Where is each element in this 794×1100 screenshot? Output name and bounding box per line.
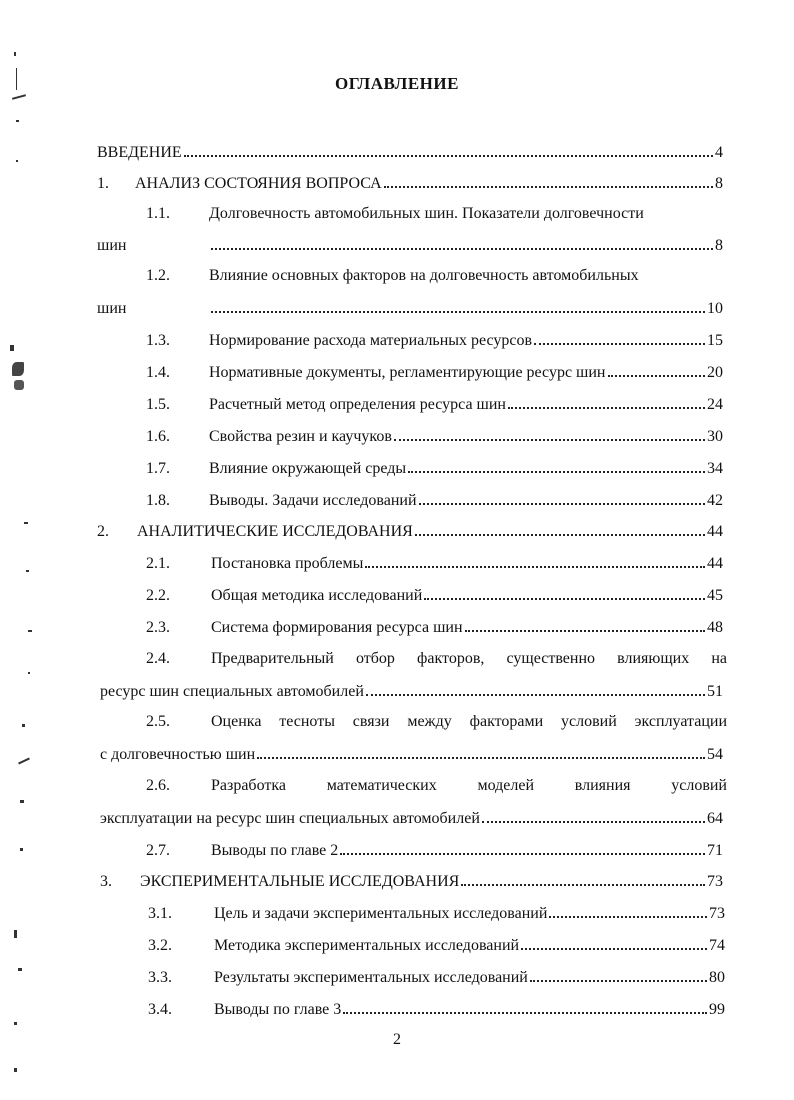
- toc-entry-page: 8: [715, 237, 723, 254]
- dot-leader: [211, 235, 713, 250]
- toc-entry-2-4-continued[interactable]: [100, 681, 723, 701]
- toc-entry-number: 3.4.: [148, 1001, 172, 1018]
- toc-entry-2-5-continued[interactable]: [100, 744, 723, 764]
- dot-leader: [461, 871, 705, 886]
- toc-entry-page: 30: [707, 428, 723, 445]
- toc-entry-text: Результаты экспериментальных исследований: [214, 969, 528, 986]
- toc-entry-intro[interactable]: [97, 142, 723, 162]
- toc-entry-text: Выводы. Задачи исследований: [209, 492, 417, 509]
- dot-leader: [384, 173, 713, 188]
- toc-entry-2-7[interactable]: [146, 840, 723, 860]
- toc-entry-page: 42: [707, 492, 723, 509]
- toc-entry-2-5[interactable]: [146, 712, 727, 732]
- toc-entry-page: 51: [707, 683, 723, 700]
- toc-entry-text: Постановка проблемы: [211, 555, 364, 572]
- dot-leader: [257, 744, 705, 759]
- toc-entry-text: ресурс шин специальных автомобилей: [100, 683, 364, 700]
- toc-entry-chapter-2[interactable]: [97, 521, 723, 541]
- toc-entry-page: 73: [709, 905, 725, 922]
- toc-entry-text: Расчетный метод определения ресурса шин: [209, 396, 506, 413]
- toc-entry-number: 3.3.: [148, 969, 172, 986]
- toc-entry-text: Влияние окружающей среды: [209, 460, 407, 477]
- dot-leader: [534, 330, 705, 345]
- toc-entry-page: 80: [709, 969, 725, 986]
- toc-entry-page: 4: [715, 144, 723, 161]
- toc-entry-number: 1.2.: [146, 267, 170, 284]
- dot-leader: [608, 362, 706, 377]
- toc-entry-3-3[interactable]: [148, 967, 725, 987]
- dot-leader: [211, 298, 705, 313]
- toc-entry-number: 1.7.: [146, 460, 170, 477]
- toc-entry-2-6[interactable]: [146, 776, 727, 796]
- toc-entry-1-7[interactable]: [146, 458, 723, 478]
- toc-entry-2-2[interactable]: [146, 585, 723, 605]
- toc-entry-page: 10: [707, 300, 723, 317]
- dot-leader: [343, 999, 707, 1014]
- toc-entry-2-6-continued[interactable]: [100, 808, 723, 828]
- dot-leader: [419, 490, 705, 505]
- toc-entry-number: 3.: [100, 873, 112, 890]
- dot-leader: [365, 553, 705, 568]
- dot-leader: [482, 808, 705, 823]
- dot-leader: [366, 681, 705, 696]
- toc-entry-number: 1.: [97, 175, 109, 192]
- toc-entry-text: Методика экспериментальных исследований: [214, 937, 520, 954]
- toc-entry-text: ЭКСПЕРИМЕНТАЛЬНЫЕ ИССЛЕДОВАНИЯ: [140, 873, 460, 890]
- toc-entry-number: 2.3.: [146, 619, 170, 636]
- dot-leader: [521, 935, 707, 950]
- dot-leader: [340, 840, 705, 855]
- toc-entry-2-1[interactable]: [146, 553, 723, 573]
- toc-entry-text: Общая методика исследований: [211, 587, 423, 604]
- dot-leader: [465, 617, 705, 632]
- toc-entry-number: 3.2.: [148, 937, 172, 954]
- page-number: 2: [393, 1031, 401, 1048]
- toc-entry-number: 1.1.: [146, 205, 170, 222]
- toc-entry-text: Выводы по главе 3: [214, 1001, 342, 1018]
- toc-entry-page: 64: [707, 810, 723, 827]
- document-title: ОГЛАВЛЕНИЕ: [335, 74, 459, 93]
- toc-entry-text: эксплуатации на ресурс шин специальных автомобилей: [100, 810, 480, 827]
- toc-entry-1-8[interactable]: [146, 490, 723, 510]
- dot-leader: [424, 585, 705, 600]
- toc-entry-page: 8: [715, 175, 723, 192]
- toc-entry-page: 74: [709, 937, 725, 954]
- toc-entry-1-3[interactable]: [146, 330, 723, 350]
- toc-entry-text: шин: [97, 237, 127, 254]
- toc-entry-text: Предварительный отбор факторов, существенно влияющих на: [211, 650, 727, 667]
- toc-entry-text: Цель и задачи экспериментальных исследований: [214, 905, 548, 922]
- toc-entry-page: 54: [707, 746, 723, 763]
- toc-entry-text: Нормирование расхода материальных ресурсов: [209, 332, 533, 349]
- toc-entry-page: 24: [707, 396, 723, 413]
- toc-entry-number: 2.5.: [146, 713, 170, 730]
- toc-entry-number: 2.1.: [146, 555, 170, 572]
- toc-entry-page: 48: [707, 619, 723, 636]
- toc-entry-text: ВВЕДЕНИЕ: [97, 144, 182, 161]
- toc-entry-text: Влияние основных факторов на долговечность автомобильных: [209, 267, 639, 284]
- toc-entry-page: 45: [707, 587, 723, 604]
- dot-leader: [415, 521, 705, 536]
- toc-entry-number: 3.1.: [148, 905, 172, 922]
- toc-entry-3-4[interactable]: [148, 999, 725, 1019]
- toc-entry-text: Система формирования ресурса шин: [211, 619, 463, 636]
- toc-entry-1-2-continued[interactable]: [97, 298, 723, 318]
- toc-entry-page: 20: [707, 364, 723, 381]
- toc-entry-page: 34: [707, 460, 723, 477]
- toc-entry-page: 71: [707, 842, 723, 859]
- toc-entry-2-3[interactable]: [146, 617, 723, 637]
- toc-entry-text: Оценка тесноты связи между факторами условий эксплуатации: [211, 713, 727, 730]
- toc-entry-3-2[interactable]: [148, 935, 725, 955]
- dot-leader: [408, 458, 705, 473]
- toc-entry-number: 2.4.: [146, 650, 170, 667]
- toc-entry-text: Свойства резин и каучуков: [209, 428, 392, 445]
- toc-entry-text: Разработка математических моделей влияния условий: [211, 777, 727, 794]
- toc-entry-text: АНАЛИЗ СОСТОЯНИЯ ВОПРОСА: [135, 175, 382, 192]
- toc-entry-text: с долговечностью шин: [100, 746, 256, 763]
- toc-entry-text: Выводы по главе 2: [211, 842, 339, 859]
- toc-entry-1-6[interactable]: [146, 426, 723, 446]
- toc-entry-1-4[interactable]: [146, 362, 723, 382]
- dot-leader: [530, 967, 707, 982]
- toc-entry-page: 15: [707, 332, 723, 349]
- toc-entry-1-5[interactable]: [146, 394, 723, 414]
- toc-entry-number: 1.8.: [146, 492, 170, 509]
- toc-entry-text: Нормативные документы, регламентирующие ресурс шин: [209, 364, 606, 381]
- toc-entry-number: 2.: [97, 523, 109, 540]
- toc-entry-text: Долговечность автомобильных шин. Показатели долговечности: [209, 205, 644, 222]
- dot-leader: [549, 903, 707, 918]
- toc-entry-page: 73: [707, 873, 723, 890]
- toc-entry-number: 1.5.: [146, 396, 170, 413]
- toc-entry-number: 2.7.: [146, 842, 170, 859]
- toc-entry-2-4[interactable]: [146, 649, 727, 669]
- toc-entry-3-1[interactable]: [148, 903, 725, 923]
- toc-entry-page: 99: [709, 1001, 725, 1018]
- dot-leader: [508, 394, 705, 409]
- toc-entry-1-2[interactable]: [146, 266, 723, 286]
- toc-entry-number: 1.4.: [146, 364, 170, 381]
- toc-entry-page: 44: [707, 555, 723, 572]
- dot-leader: [184, 142, 713, 157]
- toc-entry-number: 2.6.: [146, 777, 170, 794]
- dot-leader: [394, 426, 705, 441]
- toc-entry-text: АНАЛИТИЧЕСКИЕ ИССЛЕДОВАНИЯ: [137, 523, 413, 540]
- toc-entry-number: 1.6.: [146, 428, 170, 445]
- toc-entry-number: 2.2.: [146, 587, 170, 604]
- toc-entry-text: шин: [97, 300, 127, 317]
- toc-entry-page: 44: [707, 523, 723, 540]
- toc-entry-chapter-3[interactable]: [100, 871, 723, 891]
- toc-entry-number: 1.3.: [146, 332, 170, 349]
- toc-entry-1-1[interactable]: [146, 204, 723, 224]
- toc-entry-1-1-continued[interactable]: [97, 235, 723, 255]
- toc-entry-chapter-1[interactable]: [97, 173, 723, 193]
